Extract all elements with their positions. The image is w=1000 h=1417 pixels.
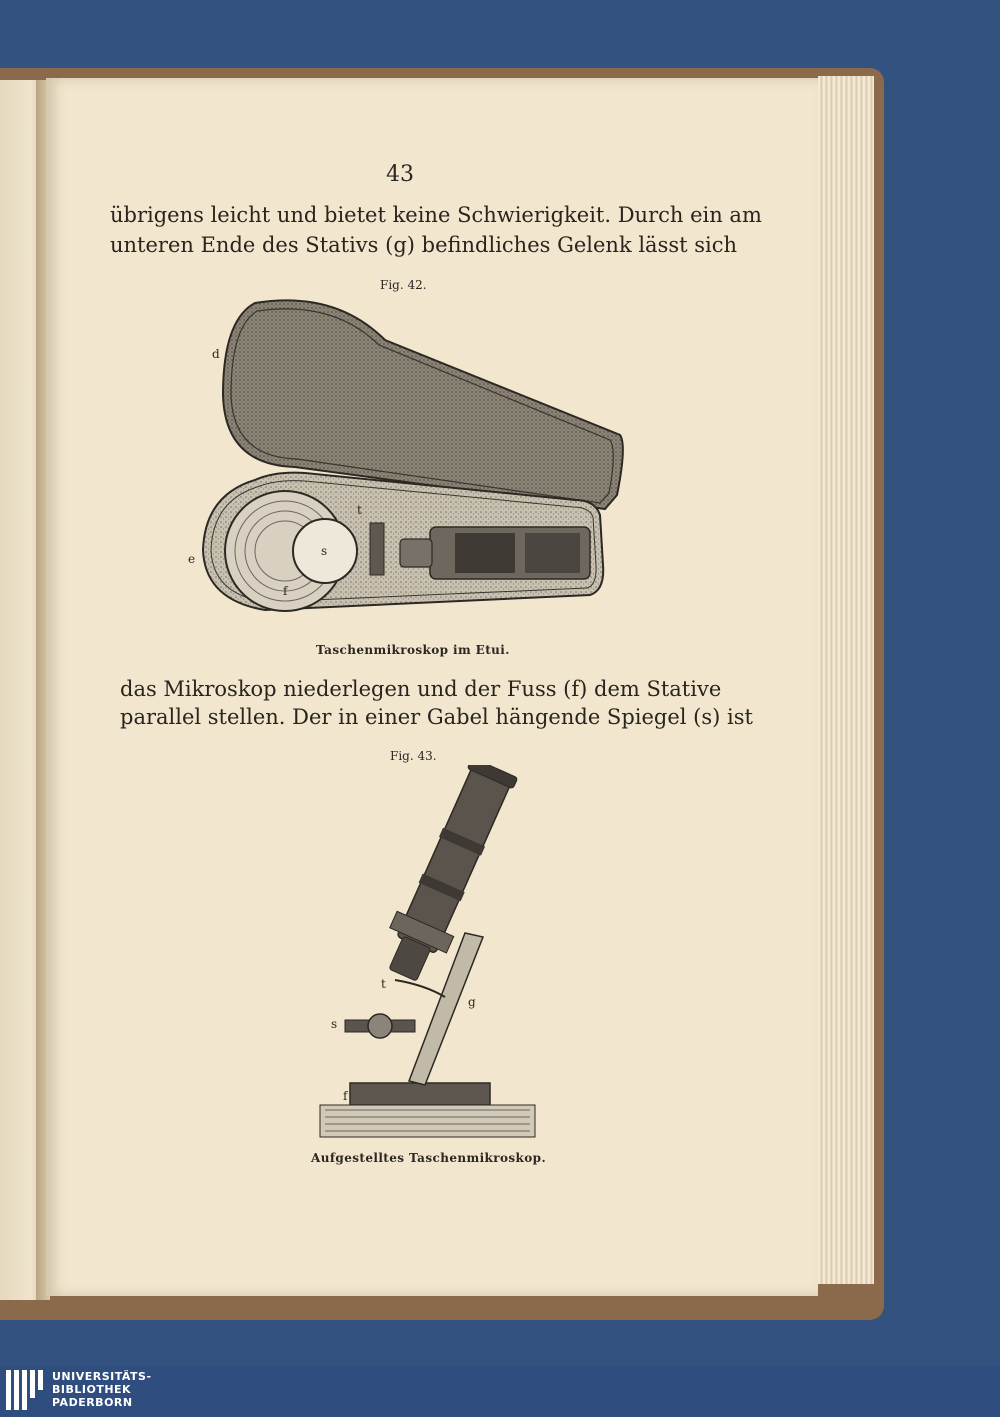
figure-43-label: Fig. 43. [390, 749, 437, 763]
text-line: parallel stellen. Der in einer Gabel hängende Spiegel (s) ist [120, 705, 753, 729]
library-footer [0, 1366, 1000, 1417]
figure-43-letter-t: t [381, 977, 386, 991]
figure-42-label: Fig. 42. [380, 278, 427, 292]
library-name-line: UNIVERSITÄTS- [52, 1370, 152, 1383]
figure-43-letter-s: s [331, 1017, 338, 1031]
figure-43-letter-f: f [343, 1089, 348, 1103]
figure-42-caption: Taschenmikroskop im Etui. [316, 643, 510, 657]
page-edges [818, 76, 874, 1284]
library-logo-icon [6, 1370, 48, 1410]
text-line: unteren Ende des Stativs (g) befindliches Gelenk lässt sich [110, 233, 738, 257]
library-name-line: BIBLIOTHEK [52, 1383, 132, 1396]
figure-42-letter-t: t [357, 503, 362, 517]
library-name [52, 1370, 152, 1409]
library-name-line: PADERBORN [52, 1396, 133, 1409]
figure-42-letter-d: d [212, 347, 220, 361]
figure-43-caption: Aufgestelltes Taschenmikroskop. [311, 1151, 547, 1165]
figure-42-letter-f: f [283, 584, 288, 598]
figure-42-letter-e: e [188, 552, 196, 566]
figure-42-letter-s: s [321, 544, 328, 558]
page-number: 43 [386, 162, 414, 187]
figure-43-letter-g: g [468, 995, 476, 1009]
text-line: das Mikroskop niederlegen und der Fuss (f) dem Stative [120, 677, 722, 701]
figure-42-illustration [195, 295, 635, 640]
mirror [368, 1014, 392, 1038]
text-line: übrigens leicht und bietet keine Schwierigkeit. Durch ein am [110, 203, 762, 227]
figure-43-illustration [315, 765, 545, 1140]
microscope-foot [350, 1083, 490, 1105]
